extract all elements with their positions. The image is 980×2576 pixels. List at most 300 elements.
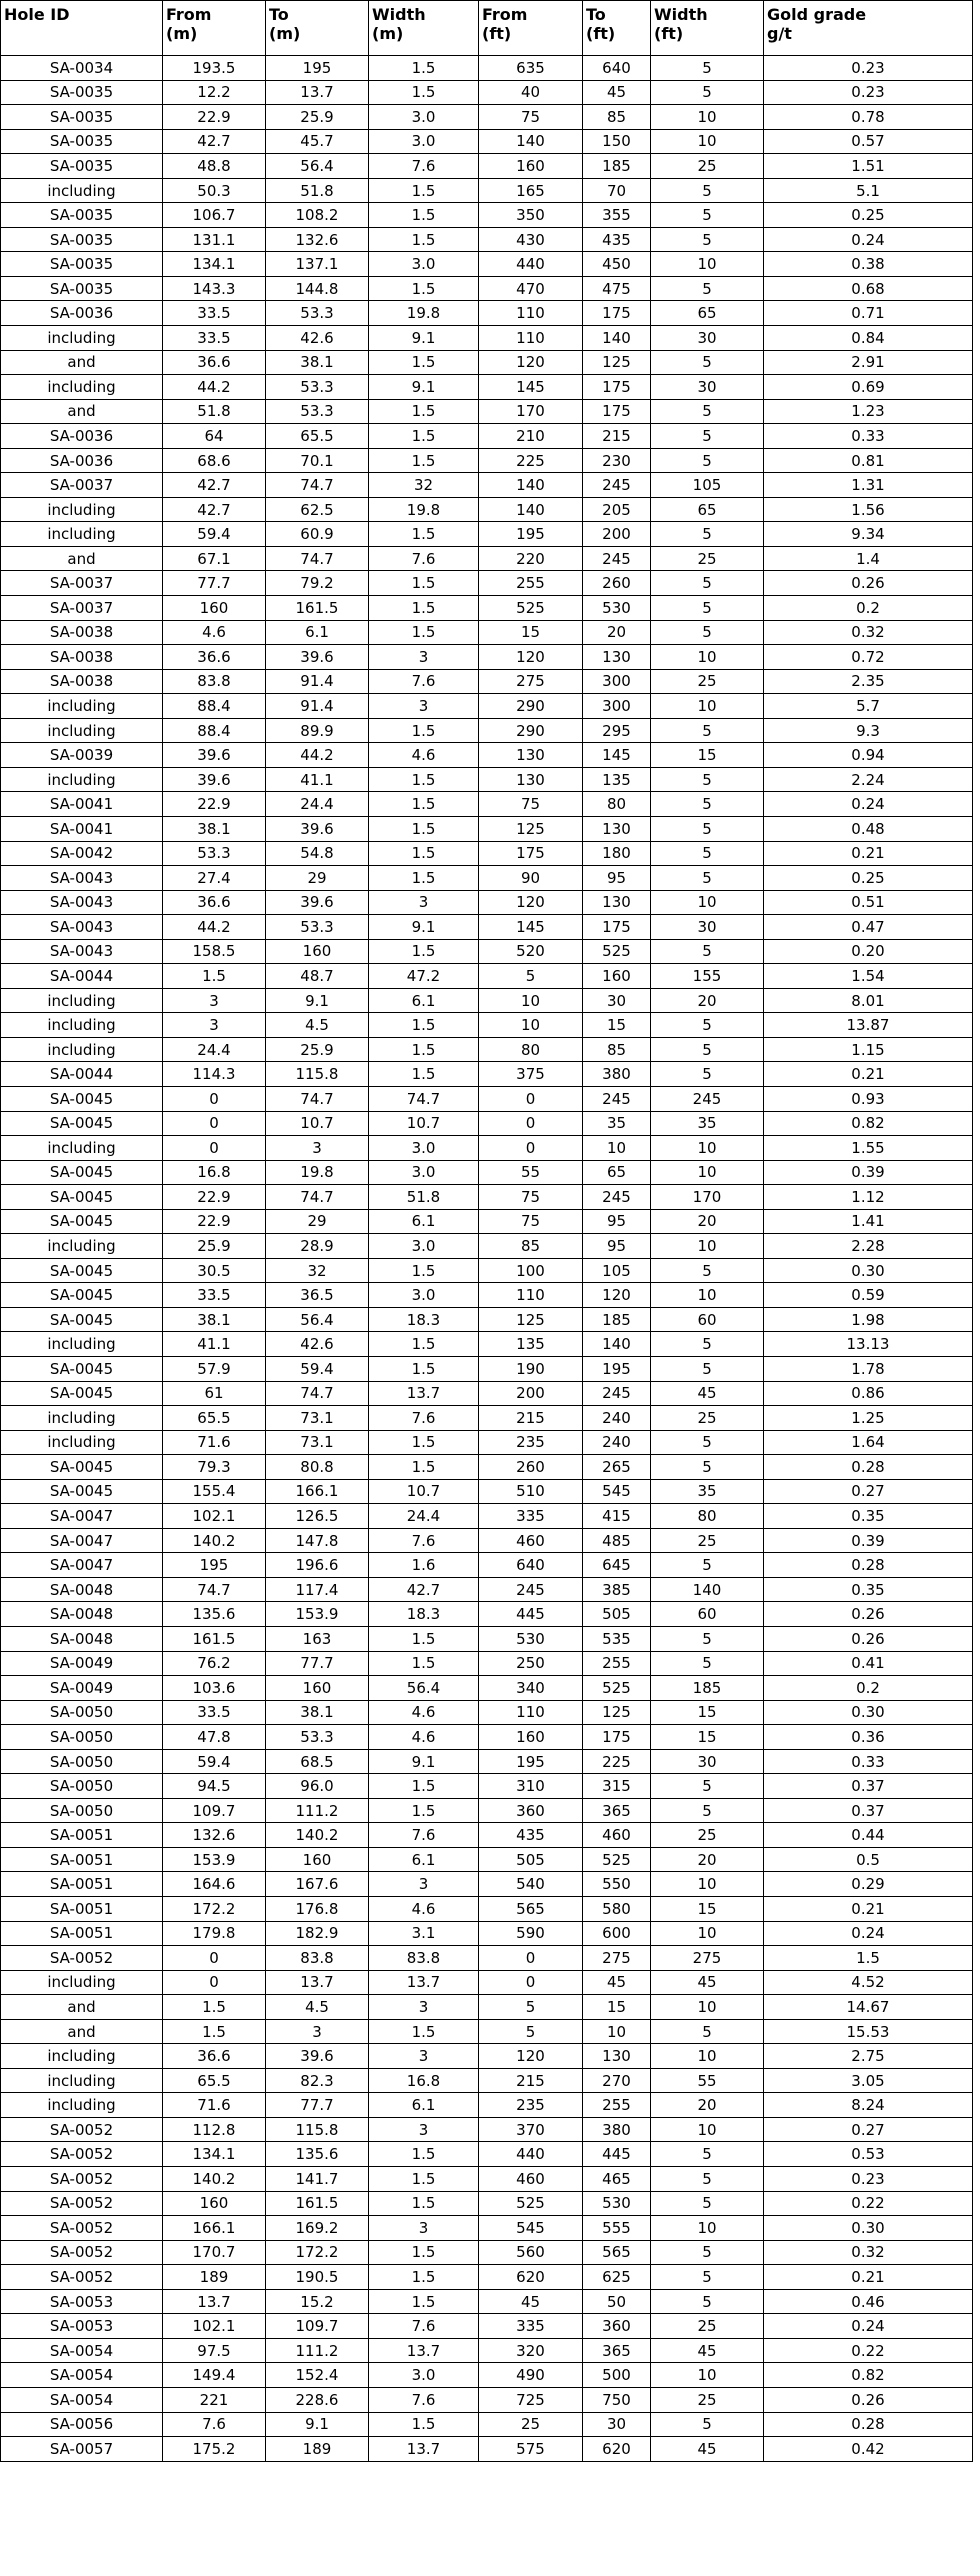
cell-width-m: 1.5 xyxy=(369,1062,479,1087)
cell-gold-grade: 0.22 xyxy=(764,2191,973,2216)
cell-from-m: 13.7 xyxy=(163,2289,266,2314)
cell-width-m: 19.8 xyxy=(369,301,479,326)
cell-from-ft: 490 xyxy=(479,2363,583,2388)
cell-gold-grade: 0.2 xyxy=(764,596,973,621)
cell-width-ft: 10 xyxy=(651,1234,764,1259)
cell-from-ft: 335 xyxy=(479,2314,583,2339)
cell-from-m: 77.7 xyxy=(163,571,266,596)
cell-width-m: 1.5 xyxy=(369,522,479,547)
cell-width-m: 13.7 xyxy=(369,2437,479,2462)
cell-hole-id: and xyxy=(1,399,163,424)
cell-width-ft: 5 xyxy=(651,2265,764,2290)
cell-from-m: 61 xyxy=(163,1381,266,1406)
cell-width-m: 3 xyxy=(369,694,479,719)
cell-from-m: 64 xyxy=(163,424,266,449)
cell-from-m: 59.4 xyxy=(163,522,266,547)
cell-hole-id: SA-0037 xyxy=(1,571,163,596)
cell-gold-grade: 0.57 xyxy=(764,129,973,154)
cell-hole-id: SA-0036 xyxy=(1,448,163,473)
cell-hole-id: SA-0045 xyxy=(1,1479,163,1504)
cell-hole-id: SA-0039 xyxy=(1,743,163,768)
cell-to-ft: 535 xyxy=(583,1627,651,1652)
cell-from-ft: 565 xyxy=(479,1897,583,1922)
cell-to-ft: 300 xyxy=(583,669,651,694)
table-row xyxy=(1,1037,973,1062)
cell-width-m: 1.5 xyxy=(369,80,479,105)
cell-gold-grade: 0.27 xyxy=(764,1479,973,1504)
cell-hole-id: including xyxy=(1,2093,163,2118)
cell-to-ft: 185 xyxy=(583,1307,651,1332)
table-row xyxy=(1,694,973,719)
cell-to-ft: 365 xyxy=(583,2338,651,2363)
cell-gold-grade: 0.32 xyxy=(764,620,973,645)
cell-width-ft: 45 xyxy=(651,1970,764,1995)
cell-width-m: 1.5 xyxy=(369,841,479,866)
cell-to-ft: 645 xyxy=(583,1553,651,1578)
cell-width-m: 1.5 xyxy=(369,1037,479,1062)
cell-gold-grade: 0.30 xyxy=(764,1700,973,1725)
cell-from-ft: 110 xyxy=(479,1283,583,1308)
cell-to-m: 4.5 xyxy=(266,1013,369,1038)
cell-gold-grade: 0.33 xyxy=(764,1749,973,1774)
cell-from-ft: 110 xyxy=(479,326,583,351)
cell-from-ft: 85 xyxy=(479,1234,583,1259)
cell-width-m: 1.5 xyxy=(369,571,479,596)
cell-from-m: 140.2 xyxy=(163,2167,266,2192)
table-row xyxy=(1,841,973,866)
cell-gold-grade: 0.26 xyxy=(764,571,973,596)
cell-hole-id: SA-0052 xyxy=(1,2216,163,2241)
cell-to-m: 6.1 xyxy=(266,620,369,645)
cell-width-m: 1.5 xyxy=(369,203,479,228)
cell-from-m: 193.5 xyxy=(163,56,266,81)
cell-from-ft: 170 xyxy=(479,399,583,424)
cell-from-ft: 460 xyxy=(479,1528,583,1553)
cell-width-ft: 275 xyxy=(651,1946,764,1971)
cell-to-ft: 85 xyxy=(583,1037,651,1062)
cell-from-ft: 260 xyxy=(479,1455,583,1480)
col-header-to-ft: To (ft) xyxy=(583,1,651,56)
cell-width-ft: 25 xyxy=(651,2314,764,2339)
table-row xyxy=(1,301,973,326)
cell-to-m: 115.8 xyxy=(266,1062,369,1087)
cell-from-m: 164.6 xyxy=(163,1872,266,1897)
table-row xyxy=(1,2068,973,2093)
cell-to-ft: 175 xyxy=(583,399,651,424)
cell-hole-id: SA-0047 xyxy=(1,1504,163,1529)
cell-to-m: 111.2 xyxy=(266,1798,369,1823)
cell-width-m: 3.0 xyxy=(369,2363,479,2388)
cell-to-m: 73.1 xyxy=(266,1406,369,1431)
table-row xyxy=(1,1700,973,1725)
cell-to-ft: 360 xyxy=(583,2314,651,2339)
cell-from-ft: 110 xyxy=(479,301,583,326)
cell-to-ft: 240 xyxy=(583,1406,651,1431)
cell-hole-id: SA-0048 xyxy=(1,1602,163,1627)
cell-width-m: 74.7 xyxy=(369,1086,479,1111)
cell-width-m: 3.0 xyxy=(369,1234,479,1259)
cell-width-ft: 5 xyxy=(651,2019,764,2044)
cell-to-m: 79.2 xyxy=(266,571,369,596)
cell-from-m: 7.6 xyxy=(163,2412,266,2437)
cell-from-m: 221 xyxy=(163,2387,266,2412)
cell-hole-id: and xyxy=(1,2019,163,2044)
cell-to-m: 82.3 xyxy=(266,2068,369,2093)
cell-gold-grade: 0.22 xyxy=(764,2338,973,2363)
table-row xyxy=(1,1602,973,1627)
cell-hole-id: including xyxy=(1,1332,163,1357)
cell-width-m: 3 xyxy=(369,1995,479,2020)
cell-from-ft: 290 xyxy=(479,694,583,719)
col-header-width-ft: Width (ft) xyxy=(651,1,764,56)
cell-from-m: 109.7 xyxy=(163,1798,266,1823)
cell-width-ft: 5 xyxy=(651,816,764,841)
cell-to-ft: 260 xyxy=(583,571,651,596)
cell-width-ft: 20 xyxy=(651,988,764,1013)
cell-from-ft: 130 xyxy=(479,743,583,768)
cell-width-ft: 5 xyxy=(651,1774,764,1799)
cell-width-ft: 5 xyxy=(651,2142,764,2167)
cell-width-m: 1.5 xyxy=(369,620,479,645)
cell-width-ft: 10 xyxy=(651,1160,764,1185)
cell-width-m: 1.5 xyxy=(369,2167,479,2192)
cell-from-m: 83.8 xyxy=(163,669,266,694)
cell-gold-grade: 1.41 xyxy=(764,1209,973,1234)
table-row xyxy=(1,1307,973,1332)
cell-to-ft: 145 xyxy=(583,743,651,768)
cell-width-m: 3.0 xyxy=(369,1136,479,1161)
table-row xyxy=(1,1479,973,1504)
cell-to-m: 48.7 xyxy=(266,964,369,989)
cell-from-ft: 290 xyxy=(479,718,583,743)
cell-width-m: 1.5 xyxy=(369,816,479,841)
cell-width-ft: 5 xyxy=(651,1332,764,1357)
cell-hole-id: SA-0048 xyxy=(1,1577,163,1602)
cell-from-ft: 560 xyxy=(479,2240,583,2265)
table-row xyxy=(1,988,973,1013)
cell-width-ft: 25 xyxy=(651,1528,764,1553)
table-row xyxy=(1,252,973,277)
cell-hole-id: SA-0035 xyxy=(1,203,163,228)
cell-from-m: 158.5 xyxy=(163,939,266,964)
cell-from-m: 149.4 xyxy=(163,2363,266,2388)
cell-hole-id: SA-0052 xyxy=(1,2240,163,2265)
cell-to-m: 161.5 xyxy=(266,2191,369,2216)
cell-gold-grade: 0.42 xyxy=(764,2437,973,2462)
cell-width-m: 13.7 xyxy=(369,1970,479,1995)
cell-from-ft: 470 xyxy=(479,276,583,301)
cell-from-m: 12.2 xyxy=(163,80,266,105)
cell-width-m: 32 xyxy=(369,473,479,498)
cell-from-ft: 130 xyxy=(479,767,583,792)
cell-from-ft: 360 xyxy=(479,1798,583,1823)
cell-to-ft: 620 xyxy=(583,2437,651,2462)
cell-from-ft: 40 xyxy=(479,80,583,105)
cell-width-ft: 5 xyxy=(651,1037,764,1062)
cell-to-ft: 255 xyxy=(583,2093,651,2118)
cell-hole-id: SA-0043 xyxy=(1,939,163,964)
cell-to-ft: 200 xyxy=(583,522,651,547)
cell-from-m: 76.2 xyxy=(163,1651,266,1676)
cell-from-ft: 190 xyxy=(479,1356,583,1381)
cell-from-ft: 100 xyxy=(479,1258,583,1283)
cell-gold-grade: 0.71 xyxy=(764,301,973,326)
cell-to-ft: 530 xyxy=(583,2191,651,2216)
cell-width-ft: 20 xyxy=(651,2093,764,2118)
cell-from-m: 36.6 xyxy=(163,890,266,915)
cell-to-ft: 45 xyxy=(583,80,651,105)
table-row xyxy=(1,1356,973,1381)
cell-gold-grade: 1.5 xyxy=(764,1946,973,1971)
cell-to-ft: 65 xyxy=(583,1160,651,1185)
cell-width-ft: 25 xyxy=(651,546,764,571)
cell-from-ft: 140 xyxy=(479,497,583,522)
cell-to-m: 195 xyxy=(266,56,369,81)
cell-to-m: 74.7 xyxy=(266,473,369,498)
cell-from-m: 170.7 xyxy=(163,2240,266,2265)
cell-from-ft: 545 xyxy=(479,2216,583,2241)
table-row xyxy=(1,1455,973,1480)
cell-width-m: 1.5 xyxy=(369,1774,479,1799)
cell-gold-grade: 0.30 xyxy=(764,1258,973,1283)
cell-to-ft: 85 xyxy=(583,105,651,130)
cell-to-m: 41.1 xyxy=(266,767,369,792)
table-body xyxy=(1,56,973,2462)
cell-to-m: 80.8 xyxy=(266,1455,369,1480)
cell-to-m: 74.7 xyxy=(266,1185,369,1210)
cell-width-m: 1.5 xyxy=(369,178,479,203)
cell-to-ft: 355 xyxy=(583,203,651,228)
cell-hole-id: SA-0048 xyxy=(1,1627,163,1652)
cell-to-ft: 10 xyxy=(583,2019,651,2044)
cell-to-ft: 485 xyxy=(583,1528,651,1553)
cell-width-ft: 15 xyxy=(651,1897,764,1922)
cell-to-m: 56.4 xyxy=(266,154,369,179)
cell-from-m: 36.6 xyxy=(163,350,266,375)
cell-to-m: 19.8 xyxy=(266,1160,369,1185)
cell-gold-grade: 0.23 xyxy=(764,80,973,105)
cell-width-ft: 35 xyxy=(651,1479,764,1504)
cell-hole-id: including xyxy=(1,718,163,743)
cell-from-ft: 435 xyxy=(479,1823,583,1848)
cell-gold-grade: 0.81 xyxy=(764,448,973,473)
cell-from-m: 42.7 xyxy=(163,473,266,498)
cell-gold-grade: 0.28 xyxy=(764,1553,973,1578)
cell-to-m: 160 xyxy=(266,1847,369,1872)
cell-to-ft: 300 xyxy=(583,694,651,719)
cell-hole-id: including xyxy=(1,522,163,547)
cell-gold-grade: 1.64 xyxy=(764,1430,973,1455)
cell-width-ft: 20 xyxy=(651,1209,764,1234)
cell-from-ft: 725 xyxy=(479,2387,583,2412)
cell-hole-id: SA-0045 xyxy=(1,1111,163,1136)
table-row xyxy=(1,1504,973,1529)
table-row xyxy=(1,56,973,81)
cell-from-ft: 140 xyxy=(479,473,583,498)
cell-from-m: 36.6 xyxy=(163,2044,266,2069)
cell-from-ft: 160 xyxy=(479,1725,583,1750)
cell-hole-id: SA-0050 xyxy=(1,1774,163,1799)
cell-from-m: 22.9 xyxy=(163,792,266,817)
cell-from-ft: 145 xyxy=(479,915,583,940)
cell-hole-id: SA-0035 xyxy=(1,154,163,179)
cell-from-m: 24.4 xyxy=(163,1037,266,1062)
cell-from-m: 134.1 xyxy=(163,2142,266,2167)
cell-to-ft: 245 xyxy=(583,546,651,571)
cell-to-m: 25.9 xyxy=(266,1037,369,1062)
table-row xyxy=(1,1676,973,1701)
cell-gold-grade: 1.54 xyxy=(764,964,973,989)
cell-hole-id: SA-0053 xyxy=(1,2289,163,2314)
cell-from-ft: 250 xyxy=(479,1651,583,1676)
cell-to-m: 3 xyxy=(266,2019,369,2044)
cell-width-ft: 10 xyxy=(651,1136,764,1161)
cell-to-m: 28.9 xyxy=(266,1234,369,1259)
col-header-hole-id: Hole ID xyxy=(1,1,163,56)
cell-to-ft: 175 xyxy=(583,301,651,326)
table-row xyxy=(1,1872,973,1897)
table-row xyxy=(1,276,973,301)
cell-from-m: 16.8 xyxy=(163,1160,266,1185)
cell-width-ft: 20 xyxy=(651,1847,764,1872)
cell-to-m: 83.8 xyxy=(266,1946,369,1971)
cell-to-ft: 135 xyxy=(583,767,651,792)
cell-from-m: 44.2 xyxy=(163,915,266,940)
cell-from-m: 22.9 xyxy=(163,105,266,130)
cell-width-m: 1.5 xyxy=(369,767,479,792)
cell-hole-id: SA-0052 xyxy=(1,2265,163,2290)
cell-gold-grade: 0.26 xyxy=(764,1602,973,1627)
cell-from-m: 4.6 xyxy=(163,620,266,645)
cell-to-ft: 435 xyxy=(583,227,651,252)
cell-to-ft: 125 xyxy=(583,1700,651,1725)
cell-width-m: 3.0 xyxy=(369,1160,479,1185)
cell-hole-id: SA-0041 xyxy=(1,816,163,841)
cell-to-ft: 245 xyxy=(583,1185,651,1210)
cell-width-ft: 15 xyxy=(651,1700,764,1725)
cell-width-m: 1.5 xyxy=(369,399,479,424)
cell-from-m: 38.1 xyxy=(163,816,266,841)
cell-width-m: 7.6 xyxy=(369,1823,479,1848)
cell-from-ft: 235 xyxy=(479,2093,583,2118)
cell-width-m: 1.5 xyxy=(369,276,479,301)
cell-gold-grade: 0.23 xyxy=(764,2167,973,2192)
cell-to-m: 29 xyxy=(266,866,369,891)
cell-to-ft: 130 xyxy=(583,645,651,670)
cell-hole-id: including xyxy=(1,1037,163,1062)
cell-to-m: 77.7 xyxy=(266,1651,369,1676)
cell-to-ft: 415 xyxy=(583,1504,651,1529)
table-row xyxy=(1,1774,973,1799)
cell-hole-id: SA-0036 xyxy=(1,424,163,449)
cell-to-ft: 140 xyxy=(583,326,651,351)
cell-from-m: 102.1 xyxy=(163,2314,266,2339)
cell-gold-grade: 0.44 xyxy=(764,1823,973,1848)
table-row xyxy=(1,227,973,252)
cell-from-m: 160 xyxy=(163,596,266,621)
cell-width-ft: 10 xyxy=(651,129,764,154)
cell-from-m: 79.3 xyxy=(163,1455,266,1480)
cell-hole-id: SA-0035 xyxy=(1,276,163,301)
cell-hole-id: SA-0045 xyxy=(1,1381,163,1406)
cell-width-m: 1.5 xyxy=(369,448,479,473)
cell-gold-grade: 0.36 xyxy=(764,1725,973,1750)
cell-to-ft: 120 xyxy=(583,1283,651,1308)
cell-to-ft: 380 xyxy=(583,1062,651,1087)
cell-hole-id: SA-0047 xyxy=(1,1528,163,1553)
cell-from-m: 33.5 xyxy=(163,1700,266,1725)
cell-gold-grade: 0.38 xyxy=(764,252,973,277)
cell-from-ft: 120 xyxy=(479,645,583,670)
table-row xyxy=(1,767,973,792)
cell-gold-grade: 0.24 xyxy=(764,2314,973,2339)
cell-gold-grade: 0.86 xyxy=(764,1381,973,1406)
table-row xyxy=(1,890,973,915)
cell-to-ft: 640 xyxy=(583,56,651,81)
cell-width-m: 4.6 xyxy=(369,1700,479,1725)
cell-hole-id: SA-0044 xyxy=(1,1062,163,1087)
cell-to-ft: 205 xyxy=(583,497,651,522)
cell-hole-id: SA-0036 xyxy=(1,301,163,326)
cell-from-ft: 445 xyxy=(479,1602,583,1627)
cell-from-ft: 460 xyxy=(479,2167,583,2192)
cell-gold-grade: 0.39 xyxy=(764,1160,973,1185)
table-row xyxy=(1,1847,973,1872)
cell-to-ft: 175 xyxy=(583,375,651,400)
table-row xyxy=(1,1185,973,1210)
cell-width-m: 56.4 xyxy=(369,1676,479,1701)
cell-to-m: 68.5 xyxy=(266,1749,369,1774)
cell-width-m: 13.7 xyxy=(369,1381,479,1406)
cell-to-m: 172.2 xyxy=(266,2240,369,2265)
cell-width-ft: 65 xyxy=(651,301,764,326)
cell-to-ft: 550 xyxy=(583,1872,651,1897)
cell-to-m: 60.9 xyxy=(266,522,369,547)
cell-to-ft: 270 xyxy=(583,2068,651,2093)
cell-from-ft: 5 xyxy=(479,1995,583,2020)
cell-width-ft: 5 xyxy=(651,1627,764,1652)
cell-hole-id: SA-0047 xyxy=(1,1553,163,1578)
cell-width-ft: 5 xyxy=(651,424,764,449)
cell-width-m: 19.8 xyxy=(369,497,479,522)
cell-to-m: 152.4 xyxy=(266,2363,369,2388)
cell-gold-grade: 0.25 xyxy=(764,866,973,891)
cell-width-m: 6.1 xyxy=(369,1847,479,1872)
cell-hole-id: including xyxy=(1,1234,163,1259)
cell-width-ft: 5 xyxy=(651,2191,764,2216)
cell-width-ft: 10 xyxy=(651,252,764,277)
cell-to-ft: 600 xyxy=(583,1921,651,1946)
cell-from-ft: 175 xyxy=(479,841,583,866)
cell-to-ft: 80 xyxy=(583,792,651,817)
table-row xyxy=(1,350,973,375)
cell-width-ft: 25 xyxy=(651,2387,764,2412)
table-row xyxy=(1,399,973,424)
cell-width-m: 7.6 xyxy=(369,1528,479,1553)
table-row xyxy=(1,2437,973,2462)
cell-from-m: 22.9 xyxy=(163,1185,266,1210)
cell-to-m: 176.8 xyxy=(266,1897,369,1922)
cell-gold-grade: 15.53 xyxy=(764,2019,973,2044)
cell-from-m: 1.5 xyxy=(163,2019,266,2044)
cell-from-m: 135.6 xyxy=(163,1602,266,1627)
cell-gold-grade: 0.78 xyxy=(764,105,973,130)
cell-width-m: 3 xyxy=(369,1872,479,1897)
cell-gold-grade: 0.26 xyxy=(764,2387,973,2412)
cell-from-m: 47.8 xyxy=(163,1725,266,1750)
cell-width-m: 6.1 xyxy=(369,2093,479,2118)
cell-width-m: 7.6 xyxy=(369,2314,479,2339)
